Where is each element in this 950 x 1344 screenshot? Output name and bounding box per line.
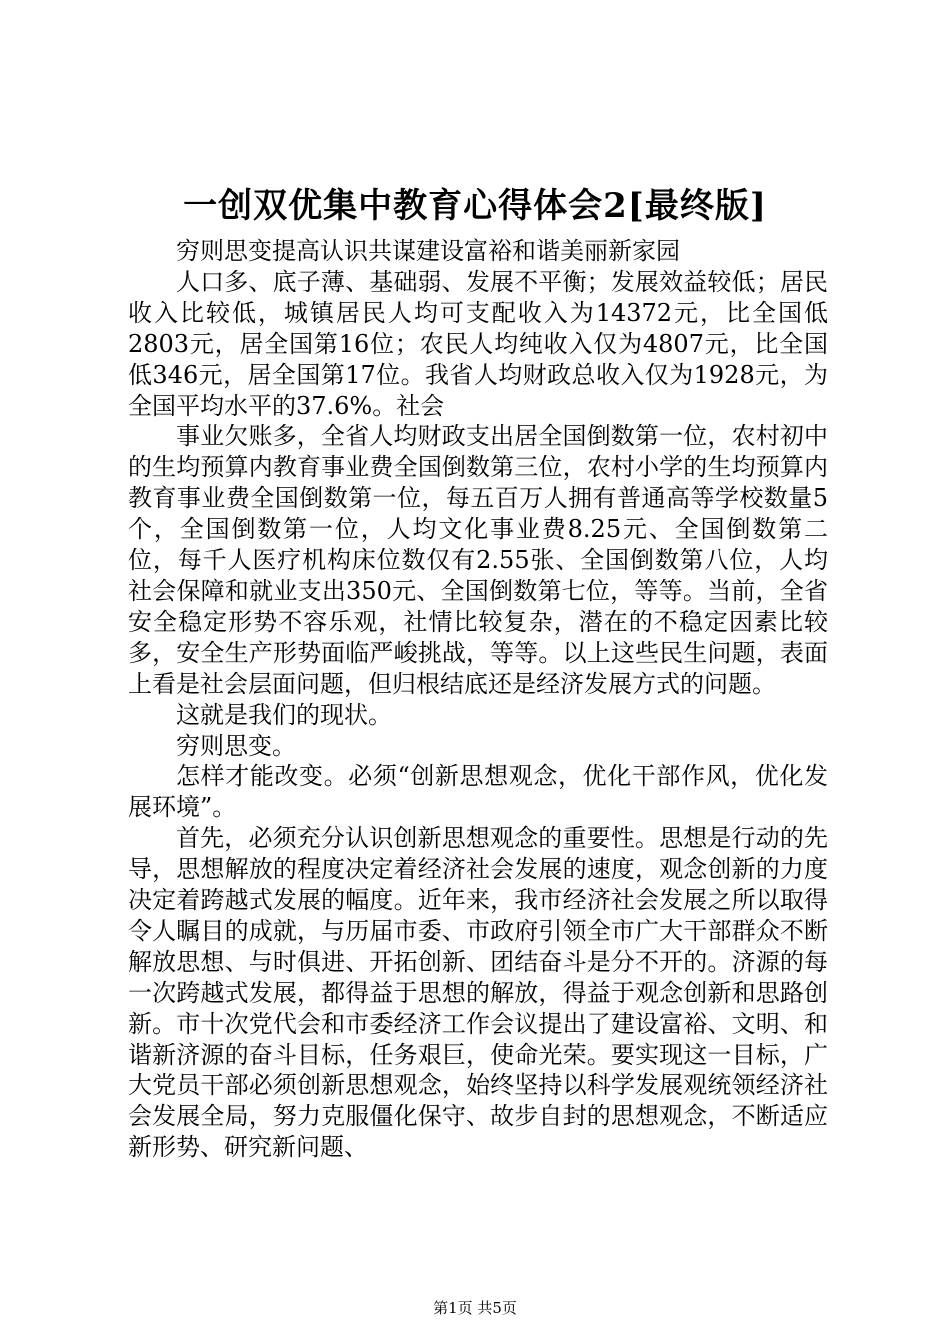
subtitle-paragraph: 穷则思变提高认识共谋建设富裕和谐美丽新家园	[176, 237, 680, 265]
page-number: 第1页 共5页	[433, 1299, 517, 1317]
document-title: 一创双优集中教育心得体会2[最终版]	[183, 186, 767, 226]
body-paragraph: 人口多、底子薄、基础弱、发展不平衡；发展效益较低；居民收入比较低，城镇居民人均可支配收入为14372元，比全国低2803元，居全国第16位；农民人均纯收入仅为4807元，比全国低346元，居全国第17位。我省人均财政总收入仅为1928元，为全国平均水平的37.6%。社会	[128, 267, 828, 420]
page-footer	[0, 1298, 950, 1318]
body-paragraph: 穷则思变。	[176, 731, 296, 760]
body-paragraph: 事业欠账多，全省人均财政支出居全国倒数第一位，农村初中的生均预算内教育事业费全国倒数第三位，农村小学的生均预算内教育事业费全国倒数第一位，每五百万人拥有普通高等学校数量5个，全国倒数第一位，人均文化事业费8.25元、全国倒数第二位，每千人医疗机构床位数仅有2.55张、全国倒数第八位，人均社会保障和就业支出350元、全国倒数第七位，等等。当前，全省安全稳定形势不容乐观，社情比较复杂，潜在的不稳定因素比较多，安全生产形势面临严峻挑战，等等。以上这些民生问题，表面上看是社会层面问题，但归根结底还是经济发展方式的问题。	[128, 422, 828, 698]
body-paragraph: 怎样才能改变。必须“创新思想观念，优化干部作风，优化发展环境”。	[128, 762, 828, 822]
body-paragraph: 首先，必须充分认识创新思想观念的重要性。思想是行动的先导，思想解放的程度决定着经济社会发展的速度，观念创新的力度决定着跨越式发展的幅度。近年来，我市经济社会发展之所以取得令人瞩目的成就，与历届市委、市政府引领全市广大干部群众不断解放思想、与时俱进、开拓创新、团结奋斗是分不开的。济源的每一次跨越式发展，都得益于思想的解放，得益于观念创新和思路创新。市十次党代会和市委经济工作会议提出了建设富裕、文明、和谐新济源的奋斗目标，任务艰巨，使命光荣。要实现这一目标，广大党员干部必须创新思想观念，始终坚持以科学发展观统领经济社会发展全局，努力克服僵化保守、故步自封的思想观念，不断适应新形势、研究新问题、	[128, 824, 828, 1162]
body-paragraph: 这就是我们的现状。	[176, 700, 392, 729]
document-body	[128, 236, 828, 1163]
